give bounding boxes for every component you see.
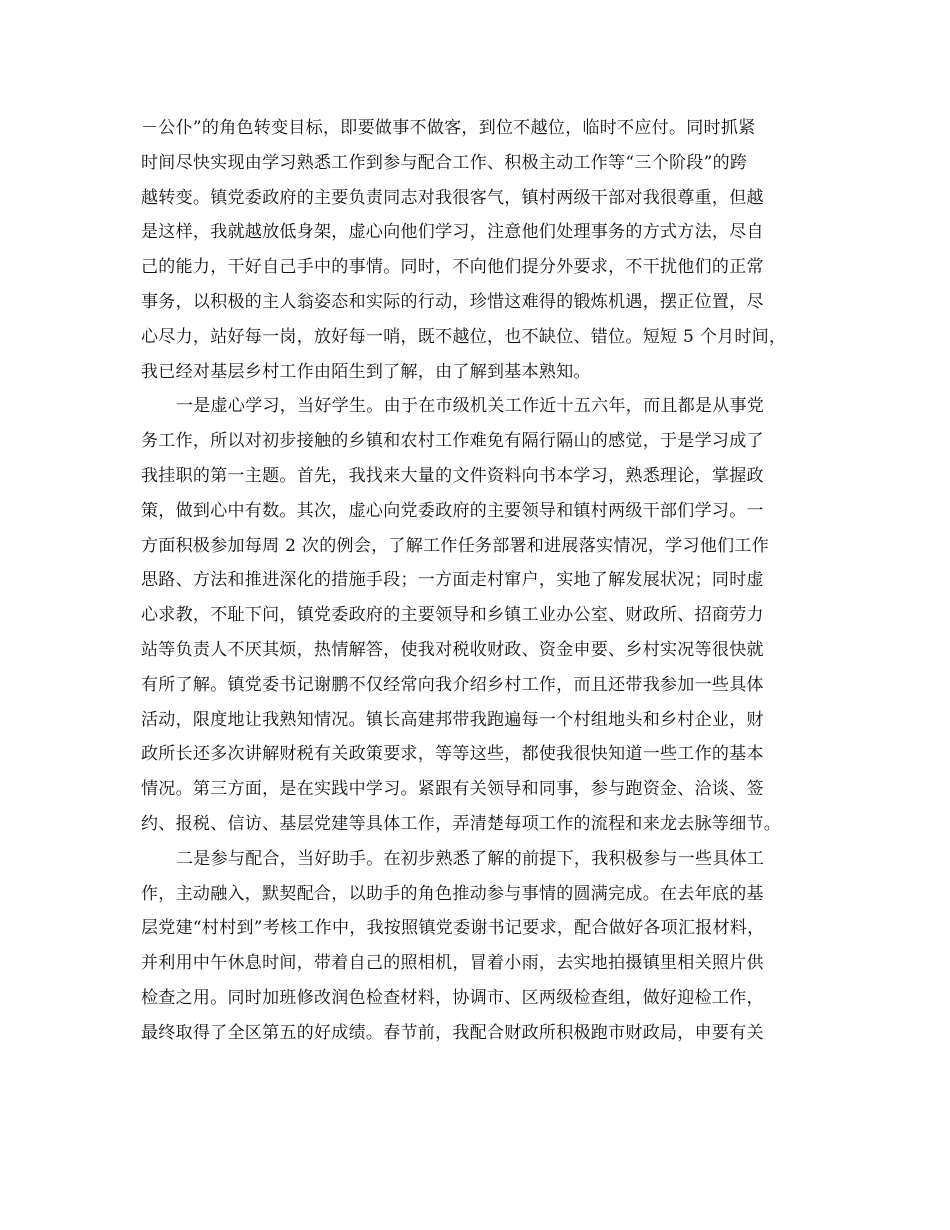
text-line: 心尽力，站好每一岗，放好每一哨，既不越位，也不缺位、错位。短短 5 个月时间， (141, 326, 787, 347)
text-line: 作，主动融入，默契配合，以助手的角色推动参与事情的圆满完成。在去年底的基 (141, 883, 764, 904)
text-line: 政所长还多次讲解财税有关政策要求，等等这些，都使我很快知道一些工作的基本 (141, 744, 764, 765)
paragraph-start-line: 一是虚心学习，当好学生。由于在市级机关工作近十五六年，而且都是从事党 (176, 396, 765, 417)
text-line: －公仆”的角色转变目标，即要做事不做客，到位不越位，临时不应付。同时抓紧 (141, 118, 756, 138)
text-line: 事务，以积极的主人翁姿态和实际的行动，珍惜这难得的锻炼机遇，摆正位置，尽 (141, 291, 764, 312)
text-line: 最终取得了全区第五的好成绩。春节前，我配合财政所积极跑市财政局，申要有关 (141, 1022, 764, 1043)
text-line: 我挂职的第一主题。首先，我找来大量的文件资料向书本学习，熟悉理论，掌握政 (141, 465, 764, 486)
body-text (141, 111, 821, 1051)
paragraph-start-line: 二是参与配合，当好助手。在初步熟悉了解的前提下，我积极参与一些具体工 (176, 848, 765, 869)
text-line: 务工作，所以对初步接触的乡镇和农村工作难免有隔行隔山的感觉，于是学习成了 (141, 431, 764, 452)
text-line: 层党建“村村到”考核工作中，我按照镇党委谢书记要求，配合做好各项汇报材料， (141, 918, 765, 939)
text-line: 己的能力，干好自己手中的事情。同时，不向他们提分外要求，不干扰他们的正常 (141, 257, 764, 278)
text-line: 策，做到心中有数。其次，虚心向党委政府的主要领导和镇村两级干部们学习。一 (141, 500, 764, 521)
text-line: 有所了解。镇党委书记谢鹏不仅经常向我介绍乡村工作，而且还带我参加一些具体 (141, 674, 764, 695)
text-line: 是这样，我就越放低身架，虚心向他们学习，注意他们处理事务的方式方法，尽自 (141, 222, 764, 243)
text-line: 方面积极参加每周 2 次的例会，了解工作任务部署和进展落实情况，学习他们工作 (141, 535, 770, 556)
text-line: 时间尽快实现由学习熟悉工作到参与配合工作、积极主动工作等“三个阶段”的跨 (141, 152, 748, 173)
text-line: 越转变。镇党委政府的主要负责同志对我很客气，镇村两级干部对我很尊重，但越 (141, 187, 764, 208)
text-line: 约、报税、信访、基层党建等具体工作，弄清楚每项工作的流程和来龙去脉等细节。 (141, 813, 782, 834)
text-line: 活动，限度地让我熟知情况。镇长高建邦带我跑遍每一个村组地头和乡村企业，财 (141, 709, 764, 730)
text-line: 思路、方法和推进深化的措施手段；一方面走村窜户，实地了解发展状况；同时虚 (141, 570, 764, 591)
text-line: 并利用中午休息时间，带着自己的照相机，冒着小雨，去实地拍摄镇里相关照片供 (141, 953, 764, 974)
text-line: 检查之用。同时加班修改润色检查材料，协调市、区两级检查组，做好迎检工作， (141, 987, 764, 1008)
text-line: 我已经对基层乡村工作由陌生到了解，由了解到基本熟知。 (141, 361, 591, 382)
text-line: 心求教，不耻下问，镇党委政府的主要领导和乡镇工业办公室、财政所、招商劳力 (141, 605, 764, 626)
text-line: 情况。第三方面，是在实践中学习。紧跟有关领导和同事，参与跑资金、洽谈、签 (141, 779, 764, 800)
text-line: 站等负责人不厌其烦，热情解答，使我对税收财政、资金申要、乡村实况等很快就 (141, 639, 764, 660)
